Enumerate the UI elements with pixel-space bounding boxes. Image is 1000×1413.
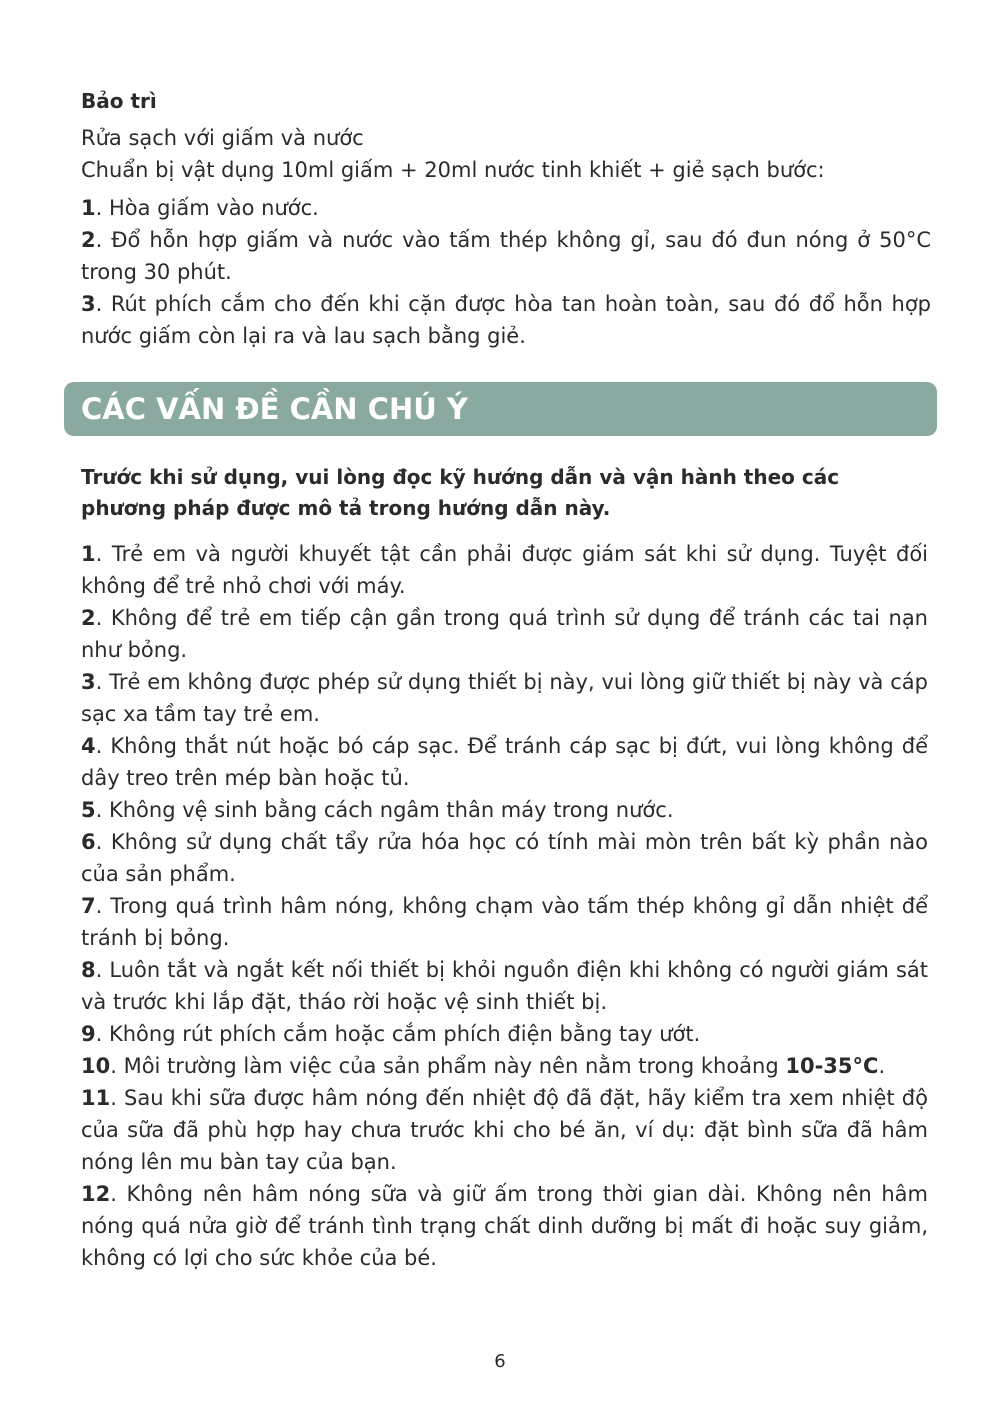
maintenance-section: [81, 86, 931, 352]
section-banner-title: CÁC VẤN ĐỀ CẦN CHÚ Ý: [81, 392, 468, 426]
note-item: 3. Trẻ em không được phép sử dụng thiết bị này, vui lòng giữ thiết bị này và cáp sạc xa tầm tay trẻ em.: [81, 670, 928, 726]
page-number: 6: [494, 1351, 506, 1372]
maintenance-line-2: Chuẩn bị vật dụng 10ml giấm + 20ml nước tinh khiết + giẻ sạch bước:: [81, 158, 825, 182]
note-item: 10. Môi trường làm việc của sản phẩm này nên nằm trong khoảng 10-35°C.: [81, 1054, 886, 1078]
maintenance-step: 3. Rút phích cắm cho đến khi cặn được hòa tan hoàn toàn, sau đó đổ hỗn hợp nước giấm còn lại ra và lau sạch bằng giẻ.: [81, 292, 931, 348]
note-item: 9. Không rút phích cắm hoặc cắm phích điện bằng tay ướt.: [81, 1022, 701, 1046]
maintenance-title: Bảo trì: [81, 89, 157, 113]
maintenance-step: 1. Hòa giấm vào nước.: [81, 196, 319, 220]
note-item: 7. Trong quá trình hâm nóng, không chạm vào tấm thép không gỉ dẫn nhiệt để tránh bị bỏng.: [81, 894, 928, 950]
note-item: 12. Không nên hâm nóng sữa và giữ ấm trong thời gian dài. Không nên hâm nóng quá nửa giờ để tránh tình trạng chất dinh dưỡng bị mất đi hoặc suy giảm, không có lợi cho sức khỏe của bé.: [81, 1182, 928, 1270]
note-item: 6. Không sử dụng chất tẩy rửa hóa học có tính mài mòn trên bất kỳ phần nào của sản phẩm.: [81, 830, 928, 886]
note-item: 8. Luôn tắt và ngắt kết nối thiết bị khỏi nguồn điện khi không có người giám sát và trước khi lắp đặt, tháo rời hoặc vệ sinh thiết bị.: [81, 958, 928, 1014]
section-banner: [64, 382, 937, 436]
note-item: 4. Không thắt nút hoặc bó cáp sạc. Để tránh cáp sạc bị đứt, vui lòng không để dây treo trên mép bàn hoặc tủ.: [81, 734, 928, 790]
maintenance-line-1: Rửa sạch với giấm và nước: [81, 126, 364, 150]
note-item: 5. Không vệ sinh bằng cách ngâm thân máy trong nước.: [81, 798, 674, 822]
temperature-range: 10-35°C: [785, 1054, 879, 1078]
maintenance-step: 2. Đổ hỗn hợp giấm và nước vào tấm thép không gỉ, sau đó đun nóng ở 50°C trong 30 phút.: [81, 228, 931, 284]
maintenance-steps: [81, 192, 931, 352]
notes-intro: Trước khi sử dụng, vui lòng đọc kỹ hướng dẫn và vận hành theo các phương pháp được mô tả trong hướng dẫn này.: [81, 465, 840, 520]
note-item: 11. Sau khi sữa được hâm nóng đến nhiệt độ đã đặt, hãy kiểm tra xem nhiệt độ của sữa đã phù hợp hay chưa trước khi cho bé ăn, ví dụ: đặt bình sữa đã hâm nóng lên mu bàn tay của bạn.: [81, 1086, 928, 1174]
note-item: 2. Không để trẻ em tiếp cận gần trong quá trình sử dụng để tránh các tai nạn như bỏng.: [81, 606, 928, 662]
notes-section: [81, 462, 928, 1274]
note-item: 1. Trẻ em và người khuyết tật cần phải được giám sát khi sử dụng. Tuyệt đối không để trẻ nhỏ chơi với máy.: [81, 542, 928, 598]
